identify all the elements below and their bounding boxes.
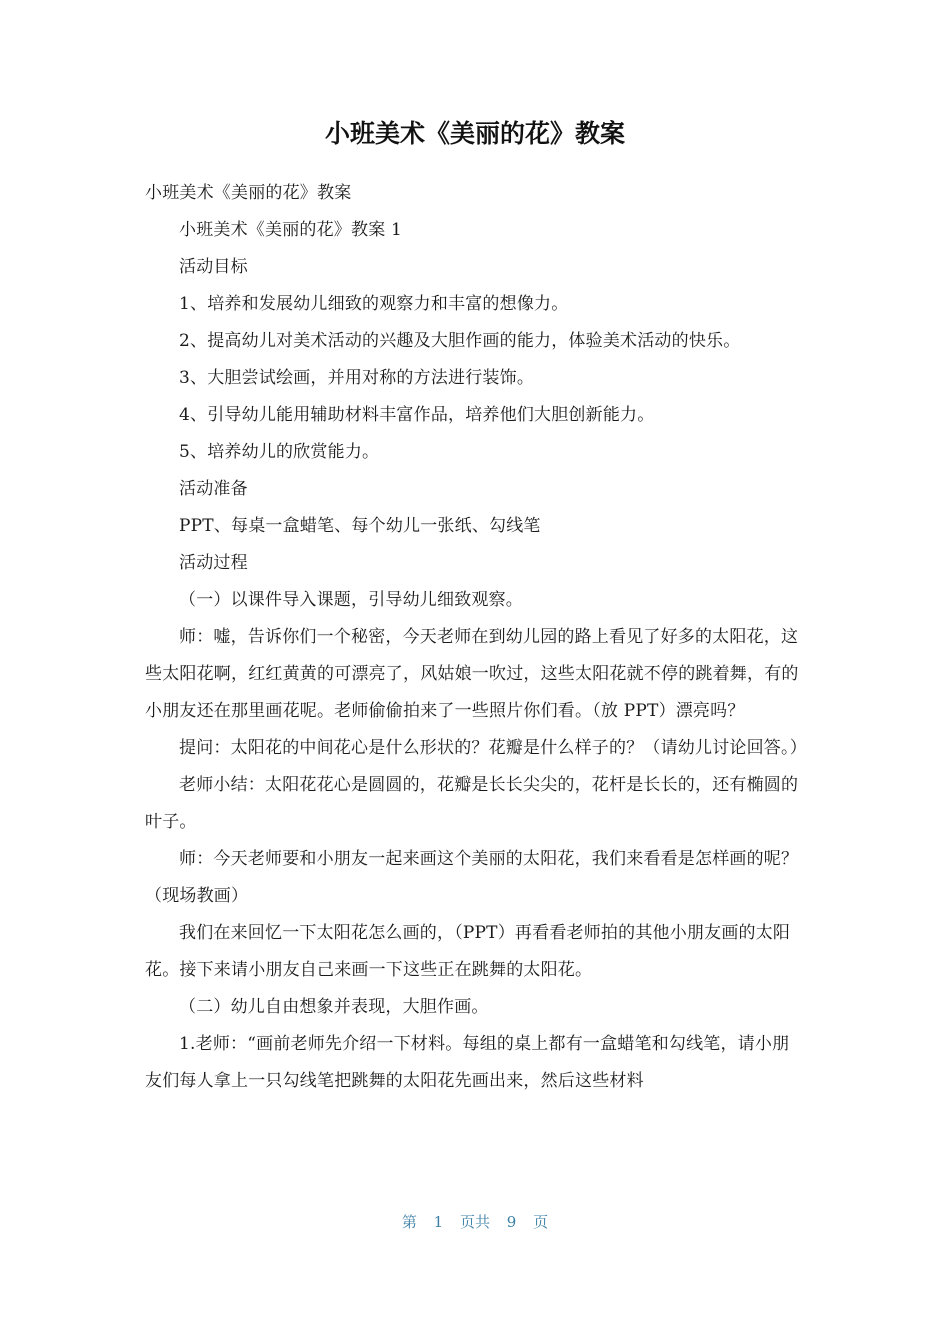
- paragraph: PPT、每桌一盒蜡笔、每个幼儿一张纸、勾线笔: [179, 516, 541, 536]
- document-title: 小班美术《美丽的花》教案: [324, 119, 625, 148]
- page-label-middle: 页共: [459, 1213, 490, 1231]
- document-body: [145, 175, 805, 1100]
- paragraph: 师：今天老师要和小朋友一起来画这个美丽的太阳花，我们来看看是怎样画的呢？（现场教画）: [145, 849, 799, 906]
- page-label-suffix: 页: [533, 1213, 549, 1231]
- page-footer: [0, 1210, 950, 1234]
- paragraph: 小班美术《美丽的花》教案: [145, 183, 352, 203]
- paragraph: （一）以课件导入课题，引导幼儿细致观察。: [179, 590, 523, 610]
- paragraph: 活动准备: [179, 479, 248, 499]
- paragraph: 师：嘘，告诉你们一个秘密，今天老师在到幼儿园的路上看见了好多的太阳花，这些太阳花啊，红红黄黄的可漂亮了，风姑娘一吹过，这些太阳花就不停的跳着舞，有的小朋友还在那里画花呢。老师偷偷拍来了一些照片你们看。（放 PPT）漂亮吗？: [145, 627, 799, 721]
- paragraph: 活动过程: [179, 553, 248, 573]
- paragraph: （二）幼儿自由想象并表现，大胆作画。: [179, 997, 489, 1017]
- paragraph: 提问：太阳花的中间花心是什么形状的？花瓣是什么样子的？（请幼儿讨论回答。）: [179, 738, 807, 758]
- paragraph: 小班美术《美丽的花》教案 1: [179, 220, 403, 240]
- current-page-number: 1: [433, 1213, 444, 1231]
- paragraph: 2、提高幼儿对美术活动的兴趣及大胆作画的能力，体验美术活动的快乐。: [179, 331, 741, 351]
- paragraph: 老师小结：太阳花花心是圆圆的，花瓣是长长尖尖的，花杆是长长的，还有椭圆的叶子。: [145, 775, 799, 832]
- paragraph: 活动目标: [179, 257, 248, 277]
- paragraph: 5、培养幼儿的欣赏能力。: [179, 442, 380, 462]
- total-pages-number: 9: [506, 1213, 517, 1231]
- page-label-prefix: 第: [401, 1213, 417, 1231]
- paragraph: 1.老师：“画前老师先介绍一下材料。每组的桌上都有一盒蜡笔和勾线笔，请小朋友们每人拿上一只勾线笔把跳舞的太阳花先画出来，然后这些材料: [145, 1034, 790, 1091]
- paragraph: 4、引导幼儿能用辅助材料丰富作品，培养他们大胆创新能力。: [179, 405, 655, 425]
- paragraph: 3、大胆尝试绘画，并用对称的方法进行装饰。: [179, 368, 535, 388]
- paragraph: 1、培养和发展幼儿细致的观察力和丰富的想像力。: [179, 294, 569, 314]
- paragraph: 我们在来回忆一下太阳花怎么画的，（PPT）再看看老师拍的其他小朋友画的太阳花。接下来请小朋友自己来画一下这些正在跳舞的太阳花。: [145, 923, 791, 980]
